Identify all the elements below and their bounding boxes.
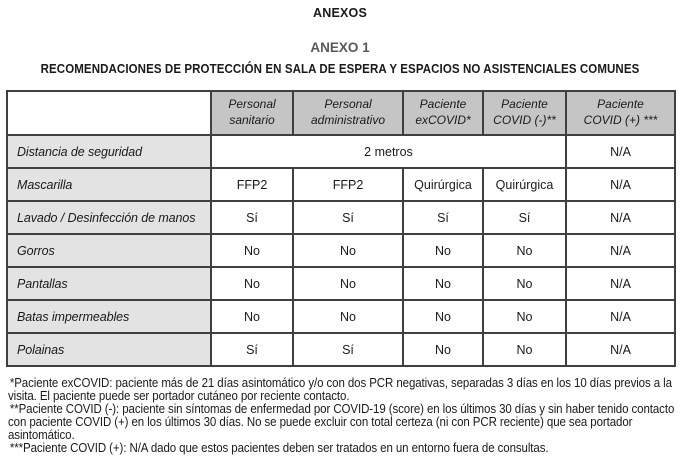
table-cell: 2 metros <box>211 135 566 168</box>
table-cell: No <box>483 234 566 267</box>
table-cell: FFP2 <box>211 168 293 201</box>
table-cell: N/A <box>566 333 675 366</box>
annex-heading: ANEXO 1 <box>310 40 370 55</box>
header-line: Paciente <box>597 97 644 112</box>
row-label: Gorros <box>7 234 211 267</box>
table-cell: N/A <box>566 300 675 333</box>
header-line: sanitario <box>229 113 275 127</box>
table-header-row <box>7 91 675 135</box>
table-cell: No <box>211 300 293 333</box>
table-row-mascarilla <box>7 168 675 201</box>
table-row-batas <box>7 300 675 333</box>
table-cell: No <box>293 267 403 300</box>
table-row-gorros <box>7 234 675 267</box>
header-line: COVID (+) *** <box>583 113 658 127</box>
header-line: COVID (-)** <box>493 113 556 127</box>
document-title: ANEXOS <box>313 6 367 20</box>
table-cell: FFP2 <box>293 168 403 201</box>
footnote-covid-positivo: ***Paciente COVID (+): N/A dado que estos pacientes deben ser tratados en un entorno fuera de consultas. <box>9 441 549 455</box>
row-label: Batas impermeables <box>7 300 211 333</box>
table-cell: No <box>403 267 483 300</box>
footnotes-section <box>8 377 676 455</box>
column-header-paciente-covid-negativo <box>483 91 566 135</box>
table-row-pantallas <box>7 267 675 300</box>
table-cell: Sí <box>483 201 566 234</box>
header-line: Paciente <box>501 97 548 112</box>
table-cell: N/A <box>566 267 675 300</box>
table-cell: N/A <box>566 135 675 168</box>
table-cell: N/A <box>566 168 675 201</box>
recommendations-table <box>6 90 676 367</box>
header-line: administrativo <box>310 113 386 127</box>
table-cell: No <box>483 300 566 333</box>
table-cell: No <box>483 267 566 300</box>
header-line: Personal <box>324 97 372 112</box>
table-cell: N/A <box>566 201 675 234</box>
header-line: Paciente <box>419 97 467 112</box>
footnote-excovid: *Paciente exCOVID: paciente más de 21 días asintomático y/o con dos PCR negativas, separadas 3 días en los 10 días previos a la visita. El paciente puede ser portador cutáneo por reciente contacto. <box>8 376 672 403</box>
footnote-covid-negativo: **Paciente COVID (-): paciente sin síntomas de enfermedad por COVID-19 (score) en los últimos 30 días y sin haber tenido contacto con paciente COVID (+) en los últimos 30 días. No se puede excluir con total certeza (ni con PCR reciente) que sea portador asintomático. <box>8 402 675 442</box>
table-cell: Sí <box>403 201 483 234</box>
table-cell: No <box>293 234 403 267</box>
table-cell: Sí <box>293 201 403 234</box>
table-row-distancia <box>7 135 675 168</box>
row-label: Lavado / Desinfección de manos <box>7 201 211 234</box>
annex-subtitle: RECOMENDACIONES DE PROTECCIÓN EN SALA DE ESPERA Y ESPACIOS NO ASISTENCIALES COMUNES <box>40 61 640 76</box>
table-cell: Quirúrgica <box>403 168 483 201</box>
row-label: Polainas <box>7 333 211 366</box>
empty-corner-cell <box>7 91 211 135</box>
table-cell: Sí <box>293 333 403 366</box>
table-cell: No <box>403 300 483 333</box>
row-label: Distancia de seguridad <box>7 135 211 168</box>
header-line: Personal <box>228 97 276 112</box>
row-label: Pantallas <box>7 267 211 300</box>
table-cell: No <box>403 234 483 267</box>
table-cell: No <box>483 333 566 366</box>
table-cell: No <box>403 333 483 366</box>
column-header-paciente-covid-positivo <box>566 91 675 135</box>
table-cell: Sí <box>211 201 293 234</box>
column-header-personal-sanitario <box>211 91 293 135</box>
column-header-paciente-excovid <box>403 91 483 135</box>
table-cell: Quirúrgica <box>483 168 566 201</box>
table-row-polainas <box>7 333 675 366</box>
table-row-lavado <box>7 201 675 234</box>
table-cell: No <box>211 234 293 267</box>
row-label: Mascarilla <box>7 168 211 201</box>
header-line: exCOVID* <box>415 113 471 127</box>
table-cell: No <box>211 267 293 300</box>
table-cell: N/A <box>566 234 675 267</box>
column-header-personal-administrativo <box>293 91 403 135</box>
table-cell: Sí <box>211 333 293 366</box>
table-cell: No <box>293 300 403 333</box>
